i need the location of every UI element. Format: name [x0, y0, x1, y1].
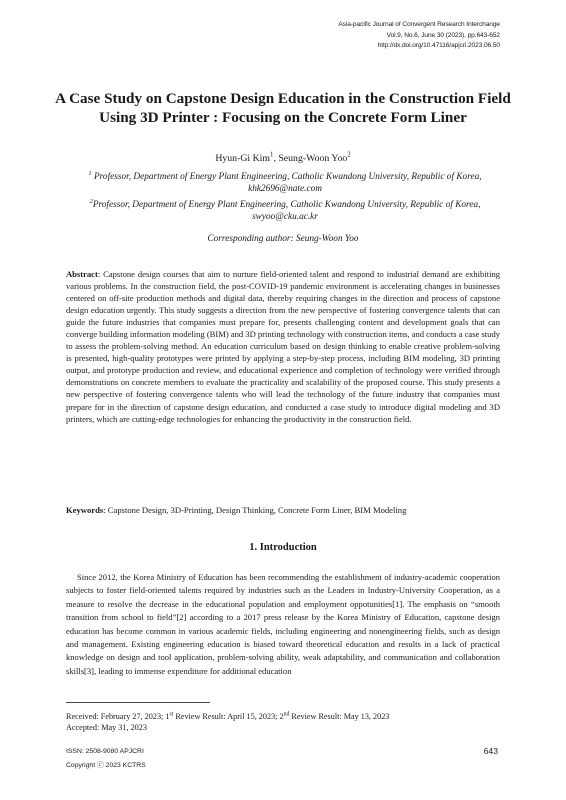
- abstract-text: : Capstone design courses that aim to nurture field-oriented talent and respond to industrial demand are exhibiting various problems. In the construction field, the post-COVID-19 pandemic environment is accelerating changes in businesses centered on off-site production methods and digital data, thereby requiring changes in the direction and process of capstone design education urgently. This study suggests a direction from the new perspective of fostering convergence talents that can guide the future industries that companies must prepare for, presents challenging content and development goals that can converge building information modeling (BIM) and 3D printing technology with construction items, and conducts a case study to assess the problem-solving method. An education curriculum based on design thinking to enable creative problem-solving is presented, high-quality prototypes were printed by applying a step-by-step process, including BIM modeling, 3D printing output, and prototype production and review, and educational experience and completion of technology were verified through demonstrations on concrete members to evaluate the practicality and scalability of the proposed course. This study presents a new perspective of fostering convergence talents who will lead the technology of the future industry that companies must prepare for in the direction of capstone design education, and conducted a case study to introduce digital modeling and 3D printers, which are cutting-edge technologies for enhancing the productivity in the construction field.: [66, 269, 500, 424]
- author-name: Hyun-Gi Kim: [215, 153, 271, 164]
- corresponding-author: Corresponding author: Seung-Woon Yoo: [207, 234, 359, 244]
- affiliation-2: [70, 199, 500, 223]
- author-separator: ,: [273, 153, 279, 164]
- received-date: Received: February 27, 2023; 1: [66, 712, 170, 721]
- affiliation-1: [70, 171, 500, 195]
- affiliation-text: Professor, Department of Energy Plant Engineering, Catholic Kwandong University, Republic of Korea, khk2696@nate.com: [91, 172, 482, 195]
- author-line: [40, 153, 526, 165]
- journal-volume: Vol.9, No.6, June 30 (2023), pp.643-652: [386, 31, 500, 39]
- keywords-text: : Capstone Design, 3D-Printing, Design Thinking, Concrete Form Liner, BIM Modeling: [103, 505, 407, 515]
- first-review-date: Review Result: April 15, 2023; 2: [173, 712, 284, 721]
- copyright: Copyright ⓒ 2023 KCTRS: [66, 761, 146, 769]
- abstract-label: Abstract: [66, 269, 98, 279]
- accepted-date: Accepted: May 31, 2023: [66, 723, 147, 733]
- page-number: 643: [483, 746, 498, 756]
- keywords: [66, 504, 500, 516]
- introduction-paragraph: Since 2012, the Korea Ministry of Education has been recommending the establishment of industry-academic cooperation subjects to foster field-oriented talents required by industries such as the Leaders in Industry-University Cooperation, as a measure to resolve the decrease in the educational population and employment oppotunities[1]. The emphasis on “smooth transition from school to field”[2] according to a 2017 press release by the Korea Ministry of Education, capstone design education has become common in various academic fields, including engineering and nonengineering fields, such as design and management. Existing engineering education is biased toward theoretical education and results in a lack of practical knowledge on design and tool application, problem-solving ability, weak adaptability, and communication and collaboration skills[3], leading to immense expenditure for additional education: [66, 572, 500, 676]
- ordinal-superscript: st: [169, 711, 174, 718]
- keywords-label: Keywords: [66, 505, 104, 515]
- affiliation-marker: 2: [89, 197, 93, 205]
- second-review-date: Review Result: May 13, 2023: [289, 712, 390, 721]
- journal-name: Asia-pacific Journal of Convergent Research Interchange: [338, 21, 500, 28]
- footnote-dates: [66, 711, 506, 733]
- issn: ISSN: 2508-9080 APJCRI: [66, 748, 144, 755]
- affiliation-marker: 1: [88, 169, 92, 177]
- affiliation-text: Professor, Department of Energy Plant Engineering, Catholic Kwandong University, Republic of Korea, swyoo@cku.ac.kr: [92, 200, 481, 223]
- footer-info: [66, 745, 146, 772]
- abstract: [66, 268, 500, 425]
- author-superscript: 2: [347, 151, 351, 159]
- author-name: Seung-Woon Yoo: [278, 153, 348, 164]
- paper-title: A Case Study on Capstone Design Education in the Construction Field Using 3D Printer : Focusing on the Concrete Form Liner: [55, 90, 511, 126]
- journal-doi: http://dx.doi.org/10.47116/apjcri.2023.06.50: [377, 42, 500, 49]
- footnote-divider: [66, 702, 210, 703]
- section-heading-introduction: 1. Introduction: [249, 542, 317, 553]
- author-superscript: 1: [270, 151, 274, 159]
- review-dates: [66, 711, 506, 722]
- ordinal-superscript: nd: [283, 711, 290, 718]
- journal-header: [338, 20, 500, 52]
